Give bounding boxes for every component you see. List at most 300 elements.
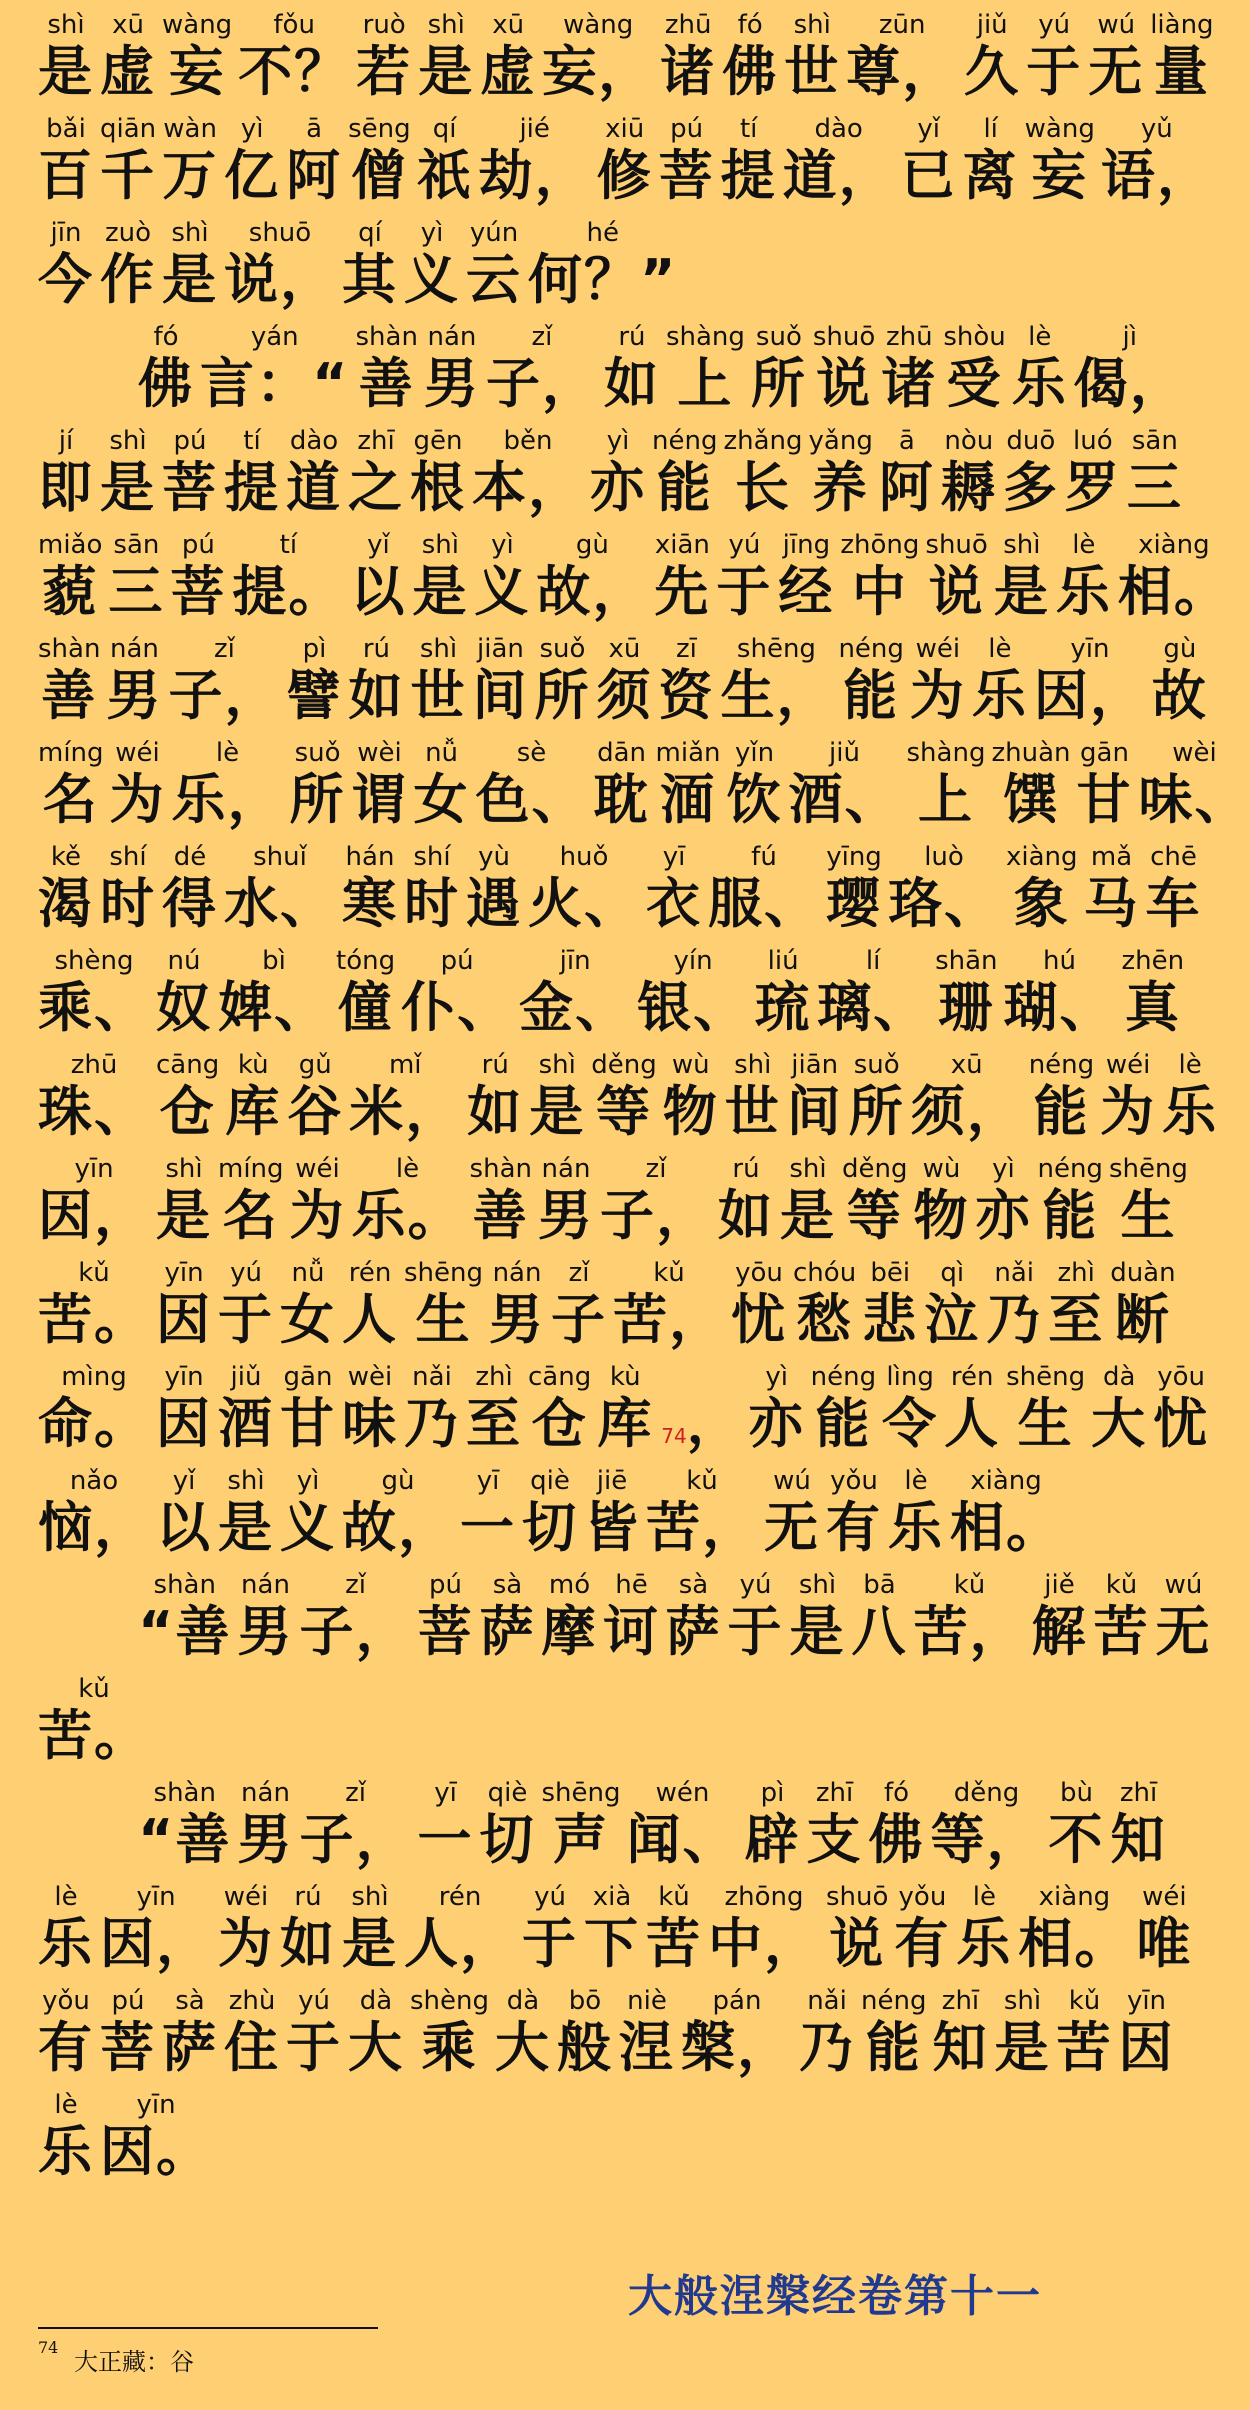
ruby-character (528, 842, 640, 936)
pinyin: gǔ (298, 1050, 332, 1080)
hanzi: 男 (237, 1808, 294, 1871)
ruby-character (348, 426, 404, 520)
ruby-character (519, 946, 631, 1040)
pinyin: yú (230, 1258, 262, 1288)
pinyin: chē (1150, 842, 1197, 872)
ruby-character (156, 1050, 219, 1144)
hanzi: 养 (812, 456, 869, 519)
pinyin: shēng (736, 634, 816, 664)
pinyin: bēi (870, 1258, 911, 1288)
ruby-character (290, 738, 346, 832)
pinyin: duàn (1110, 1258, 1176, 1288)
hanzi: 子， (299, 1600, 412, 1663)
pinyin: kǔ (1068, 1986, 1101, 2016)
pinyin: néng (1028, 1050, 1095, 1080)
hanzi: 女 (413, 768, 470, 831)
hanzi: 火、 (528, 872, 640, 935)
hanzi: 皆 (584, 1496, 640, 1559)
text-line (38, 530, 1230, 624)
ruby-character (342, 218, 398, 312)
pinyin: shēng (1006, 1362, 1086, 1392)
pinyin: yǐn (734, 738, 775, 768)
pinyin: chóu (793, 1258, 857, 1288)
ruby-character (100, 426, 156, 520)
ruby-character (869, 1778, 925, 1872)
pinyin: yú (739, 1570, 772, 1600)
ruby-character (652, 426, 717, 520)
ruby-character (842, 1154, 907, 1248)
pinyin: zhī (941, 1986, 980, 2016)
ruby-character (528, 218, 678, 312)
pinyin: rén (950, 1362, 994, 1392)
text-line (38, 1674, 1042, 1768)
ruby-character (722, 10, 778, 104)
pinyin: yīng (826, 842, 882, 872)
pinyin: zǐ (568, 1258, 590, 1288)
ruby-character (1162, 1050, 1218, 1144)
hanzi: 乐 (1162, 1080, 1219, 1143)
ruby-character (38, 2090, 94, 2184)
pinyin: wéi (115, 738, 160, 768)
ruby-character (38, 114, 94, 208)
hanzi: 上 (677, 352, 734, 415)
ruby-character (348, 114, 411, 208)
hanzi: 衣 (646, 872, 702, 935)
ruby-character (1034, 634, 1146, 728)
ruby-character (1049, 1778, 1105, 1872)
hanzi: 于 (716, 560, 773, 623)
ruby-character (1003, 426, 1059, 520)
ruby-character (1146, 842, 1202, 936)
ruby-character (495, 1986, 551, 2080)
pinyin: niè (627, 1986, 667, 2016)
pinyin: yì (606, 426, 630, 456)
pinyin: qiè (530, 1466, 570, 1496)
ruby-character (100, 1986, 156, 2080)
hanzi: 乐 (1055, 560, 1112, 623)
ruby-character (783, 114, 895, 208)
hanzi: 今 (38, 248, 94, 311)
ruby-character (156, 1154, 212, 1248)
hanzi: 是 (779, 1184, 836, 1247)
pinyin: nǎo (69, 1466, 119, 1496)
hanzi: 酒、 (788, 768, 901, 831)
pinyin: zūn (878, 10, 926, 40)
ruby-character (731, 1258, 787, 1352)
pinyin: shàn (153, 1570, 216, 1600)
hanzi: 能 (1042, 1184, 1099, 1247)
ruby-character (799, 1986, 855, 2080)
hanzi: 切 (522, 1496, 578, 1559)
pinyin: děng (591, 1050, 657, 1080)
hanzi: 馔 (1002, 768, 1059, 831)
ruby-character (342, 1362, 398, 1456)
hanzi: 僮 (337, 976, 394, 1039)
hanzi: 不？ (238, 40, 351, 103)
ruby-character (681, 1986, 793, 2080)
hanzi: 因 (1118, 2016, 1175, 2079)
ruby-character (38, 842, 94, 936)
ruby-character (881, 322, 937, 416)
hanzi: 大 (495, 2016, 552, 2079)
hanzi: 善 (41, 664, 98, 727)
ruby-character (551, 1258, 607, 1352)
pinyin: zhǎng (723, 426, 803, 456)
pinyin: wú (1164, 1570, 1203, 1600)
ruby-character (100, 2090, 212, 2184)
hanzi: 如 (603, 352, 660, 415)
pinyin: yǐ (917, 114, 940, 144)
ruby-character (38, 1258, 150, 1352)
ruby-character (817, 946, 929, 1040)
hanzi: 妄， (542, 40, 655, 103)
hanzi: 车 (1145, 872, 1202, 935)
hanzi: 受 (946, 352, 1003, 415)
ruby-character (100, 1882, 212, 1976)
hanzi: 萨 (162, 2016, 218, 2079)
hanzi: 离 (962, 144, 1019, 207)
ruby-character (720, 634, 832, 728)
ruby-character (811, 1362, 876, 1456)
ruby-character (238, 10, 350, 104)
ruby-character (807, 1778, 863, 1872)
hanzi: 遇 (466, 872, 522, 935)
ruby-character (417, 114, 473, 208)
pinyin: yīn (1070, 634, 1110, 664)
ruby-character (950, 1466, 1062, 1560)
hanzi: 菩 (658, 144, 715, 207)
ruby-character (728, 1570, 784, 1664)
ruby-character (584, 1882, 640, 1976)
ruby-character (404, 1882, 516, 1976)
ruby-character (342, 1882, 398, 1976)
pinyin: zhù (228, 1986, 276, 2016)
ruby-character (597, 1362, 653, 1456)
pinyin: lè (904, 1466, 928, 1496)
ruby-character (168, 634, 280, 728)
hanzi: 库 (597, 1392, 654, 1455)
ruby-character (924, 1258, 980, 1352)
ruby-character (1012, 322, 1068, 416)
hanzi: 尊， (846, 40, 959, 103)
hanzi: 不 (1048, 1808, 1105, 1871)
ruby-character (479, 114, 591, 208)
pinyin: nú (167, 946, 201, 976)
pinyin: mìng (61, 1362, 127, 1392)
ruby-character (200, 322, 350, 416)
pinyin: lè (1072, 530, 1096, 560)
hanzi: 是 (412, 560, 469, 623)
hanzi: 一 (460, 1496, 516, 1559)
hanzi: 能 (843, 664, 900, 727)
hanzi: 生， (720, 664, 833, 727)
pinyin: gù (575, 530, 609, 560)
hanzi: 闻、 (626, 1808, 739, 1871)
pinyin: kǔ (953, 1570, 986, 1600)
ruby-character (352, 1154, 464, 1248)
pinyin: cāng (528, 1362, 592, 1392)
pinyin: míng (38, 738, 104, 768)
pinyin: nǎi (412, 1362, 452, 1392)
ruby-character (751, 322, 807, 416)
pinyin: tí (243, 426, 261, 456)
ruby-character (1100, 1050, 1156, 1144)
ruby-character (1076, 738, 1132, 832)
pinyin: suǒ (539, 634, 586, 664)
pinyin: yún (469, 218, 519, 248)
text-line (38, 1986, 1175, 2080)
hanzi: 库 (225, 1080, 282, 1143)
pinyin: rú (362, 634, 391, 664)
pinyin: shàn (153, 1778, 216, 1808)
hanzi: 以 (156, 1496, 212, 1559)
pinyin: fó (883, 1778, 910, 1808)
hanzi: 亦 (590, 456, 646, 519)
ruby-character (1032, 1570, 1088, 1664)
ruby-character (474, 530, 530, 624)
ruby-character (218, 1882, 274, 1976)
text-line (38, 738, 1250, 832)
ruby-character (489, 1258, 545, 1352)
pinyin: xiū (605, 114, 645, 144)
text-line (38, 946, 1185, 1040)
pinyin: xiàng (1138, 530, 1210, 560)
hanzi: 物 (662, 1080, 719, 1143)
ruby-character (1094, 1570, 1150, 1664)
pinyin: shì (1003, 530, 1041, 560)
ruby-character (542, 1570, 598, 1664)
hanzi: 男 (423, 352, 480, 415)
hanzi: 乐 (38, 1912, 94, 1975)
pinyin: míng (218, 1154, 284, 1184)
ruby-character (172, 738, 284, 832)
pinyin: xū (492, 10, 525, 40)
pinyin: nán (492, 1258, 542, 1288)
pinyin: zhōng (724, 1882, 804, 1912)
hanzi: 象 (1013, 872, 1070, 935)
pinyin: jiě (1044, 1570, 1075, 1600)
pinyin: nǚ (291, 1258, 325, 1288)
footnote-marker[interactable]: 74 (661, 1424, 687, 1448)
hanzi: 子， (299, 1808, 412, 1871)
hanzi: 须 (596, 664, 653, 727)
ruby-character (480, 1778, 536, 1872)
hanzi: 已 (900, 144, 957, 207)
pinyin: shèng (410, 1986, 490, 2016)
ruby-character (38, 1362, 150, 1456)
pinyin: shí (413, 842, 451, 872)
pinyin: zǐ (345, 1778, 366, 1808)
text-line (38, 1050, 1219, 1144)
pinyin: zuò (104, 218, 152, 248)
ruby-character (162, 218, 218, 312)
hanzi: 至 (466, 1392, 522, 1455)
hanzi: 佛 (138, 352, 194, 415)
ruby-character (637, 946, 749, 1040)
hanzi: 子， (485, 352, 598, 415)
hanzi: 于 (522, 1912, 578, 1975)
ruby-character (349, 1050, 461, 1144)
text-line (38, 1778, 1167, 1872)
chapter-title: 大般涅槃经卷第十一 (628, 2271, 1042, 2322)
pinyin: qiān (100, 114, 157, 144)
pinyin: suǒ (755, 322, 802, 352)
ruby-character (721, 114, 777, 208)
pinyin: yīn (136, 1882, 176, 1912)
pinyin: yī (434, 1778, 457, 1808)
hanzi: 为 (289, 1184, 346, 1247)
hanzi: 男 (537, 1184, 594, 1247)
hanzi: 渴 (38, 872, 94, 935)
hanzi: 知 (1110, 1808, 1167, 1871)
hanzi: 槃， (681, 2016, 794, 2079)
hanzi: 饮 (726, 768, 783, 831)
pinyin: wàng (1024, 114, 1095, 144)
pinyin: zǐ (214, 634, 235, 664)
pinyin: fǒu (273, 10, 315, 40)
pinyin: wéi (915, 634, 961, 664)
pinyin: pì (302, 634, 327, 664)
text-line (38, 114, 1213, 208)
pinyin: bǎi (46, 114, 86, 144)
hanzi: 世 (410, 664, 467, 727)
ruby-character (286, 114, 342, 208)
ruby-character (1153, 1362, 1209, 1456)
hanzi: 知 (932, 2016, 989, 2079)
ruby-character (604, 322, 660, 416)
ruby-character (789, 738, 901, 832)
hanzi: 甘 (280, 1392, 336, 1455)
ruby-character (424, 322, 480, 416)
hanzi: 妄 (1031, 144, 1088, 207)
pinyin: lìng (886, 1362, 934, 1392)
hanzi: 是 (100, 456, 156, 519)
ruby-character (412, 530, 468, 624)
pinyin: hú (1043, 946, 1077, 976)
hanzi: 故， (536, 560, 649, 623)
ruby-character (138, 1570, 232, 1664)
pinyin: suǒ (294, 738, 341, 768)
hanzi: 苦 (646, 1912, 702, 1975)
hanzi: 摩 (541, 1600, 598, 1663)
pinyin: yì (420, 218, 444, 248)
pinyin: shì (227, 1466, 265, 1496)
ruby-character (809, 426, 873, 520)
ruby-character (156, 1466, 212, 1560)
hanzi: 住 (224, 2016, 280, 2079)
hanzi: 米， (349, 1080, 462, 1143)
pinyin: shàng (906, 738, 986, 768)
ruby-character (826, 1882, 888, 1976)
ruby-character (994, 530, 1050, 624)
pinyin: pú (181, 530, 215, 560)
ruby-character (666, 322, 745, 416)
pinyin: bā (863, 1570, 896, 1600)
ruby-character (218, 1466, 274, 1560)
ruby-character (658, 634, 714, 728)
hanzi: 因 (156, 1392, 212, 1455)
ruby-character (404, 218, 460, 312)
ruby-character (534, 634, 590, 728)
hanzi: 忧 (1153, 1392, 1210, 1455)
pinyin: hé (586, 218, 619, 248)
pinyin: yī (662, 842, 686, 872)
text-line (38, 322, 1186, 416)
pinyin: nán (109, 634, 159, 664)
pinyin: shàn (355, 322, 418, 352)
ruby-character (1118, 1986, 1174, 2080)
ruby-character (522, 1882, 578, 1976)
ruby-character (404, 1258, 483, 1352)
ruby-character (238, 1570, 294, 1664)
ruby-character (476, 738, 588, 832)
hanzi: 是 (789, 1600, 846, 1663)
ruby-character (852, 1570, 908, 1664)
pinyin: wéi (1105, 1050, 1151, 1080)
pinyin: lè (54, 2090, 78, 2120)
hanzi: 诃 (603, 1600, 660, 1663)
ruby-character (764, 1466, 820, 1560)
ruby-character (944, 1362, 1000, 1456)
pinyin: pú (670, 114, 704, 144)
hanzi: 恼， (38, 1496, 150, 1559)
hanzi: 若 (356, 40, 413, 103)
text-line (38, 1882, 1193, 1976)
ruby-character (38, 1986, 94, 2080)
pinyin: zī (676, 634, 697, 664)
ruby-character (418, 10, 474, 104)
pinyin: nán (241, 1570, 290, 1600)
hanzi: 仓 (159, 1080, 216, 1143)
pinyin: shuō (925, 530, 988, 560)
ruby-character (542, 1778, 621, 1872)
pinyin: běn (503, 426, 553, 456)
ruby-character (336, 946, 395, 1040)
pinyin: jīng (782, 530, 831, 560)
pinyin: yǔ (1140, 114, 1173, 144)
ruby-character (418, 1778, 474, 1872)
hanzi: 人 (342, 1288, 398, 1351)
hanzi: 味 (342, 1392, 398, 1455)
ruby-character (300, 1570, 412, 1664)
hanzi: 久 (964, 40, 1021, 103)
hanzi: 百 (38, 144, 94, 207)
pinyin: zhì (1057, 1258, 1095, 1288)
hanzi: 相。 (1117, 560, 1230, 623)
hanzi: 善 (472, 1184, 529, 1247)
hanzi: 甘 (1076, 768, 1133, 831)
pinyin: xià (592, 1882, 632, 1912)
ruby-character (910, 634, 966, 728)
ruby-character (646, 1882, 702, 1976)
hanzi: 提。 (232, 560, 345, 623)
pinyin: shì (734, 1050, 772, 1080)
hanzi: 间 (472, 664, 529, 727)
pinyin: qiè (487, 1778, 528, 1808)
pinyin: yù (478, 842, 510, 872)
hanzi: 解 (1031, 1600, 1088, 1663)
hanzi: 生 (1120, 1184, 1177, 1247)
ruby-character (232, 530, 344, 624)
pinyin: fó (153, 322, 179, 352)
hanzi: 一 (417, 1808, 474, 1871)
pinyin: děng (953, 1778, 1020, 1808)
hanzi: 故 (1151, 664, 1208, 727)
hanzi: 经 (778, 560, 835, 623)
hanzi: 罗 (1064, 456, 1121, 519)
hanzi: 无 (764, 1496, 820, 1559)
ruby-character (901, 114, 957, 208)
